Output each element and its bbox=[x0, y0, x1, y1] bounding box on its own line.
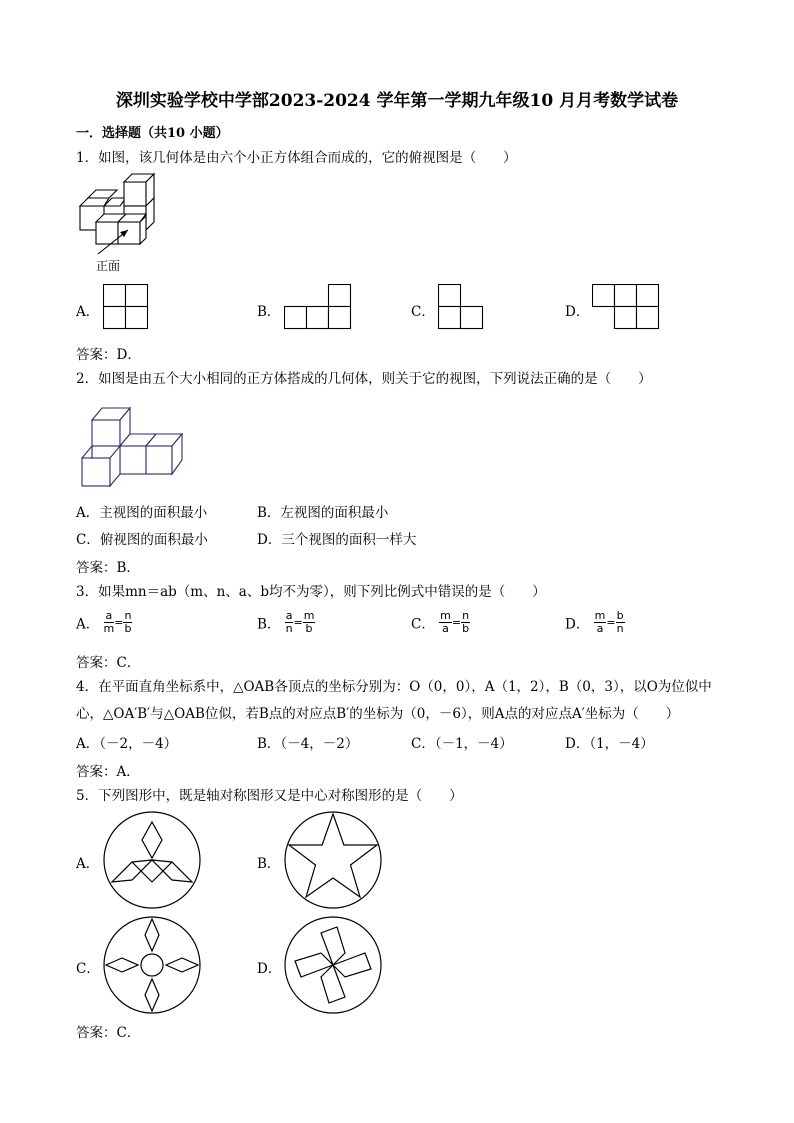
equals-sign: = bbox=[114, 616, 124, 629]
q4-answer: 答案：A． bbox=[76, 764, 140, 780]
question-5-text: 5．下列图形中，既是轴对称图形又是中心对称图形的是（ ） bbox=[76, 788, 463, 804]
frac-num: n bbox=[124, 609, 132, 622]
q1-option-b-figure bbox=[284, 284, 352, 330]
frac-den: a bbox=[596, 622, 604, 635]
q2-option-a[interactable]: A．主视图的面积最小 bbox=[76, 505, 208, 521]
q5-option-d-figure bbox=[283, 915, 383, 1015]
question-1-text: 1．如图，该几何体是由六个小正方体组合而成的，它的俯视图是（ ） bbox=[76, 150, 517, 166]
q5-option-b-figure bbox=[283, 810, 383, 910]
equals-sign: = bbox=[451, 616, 462, 629]
q5-option-c[interactable]: C． bbox=[76, 961, 100, 977]
q4-option-d[interactable]: D．（1，－4） bbox=[565, 736, 654, 752]
q3-answer: 答案：C． bbox=[76, 655, 141, 671]
frac-den: n bbox=[616, 622, 624, 635]
question-4-line2: 心，△OA′B′与△OAB位似，若B点的对应点B′的坐标为（0，－6），则A点的对应点A′坐标为（ ） bbox=[76, 706, 680, 722]
q1-answer: 答案：D． bbox=[76, 347, 141, 363]
frac-den: a bbox=[442, 622, 449, 635]
frac-den: b bbox=[305, 622, 313, 635]
frac-num: n bbox=[462, 609, 470, 622]
q5-option-c-figure bbox=[102, 915, 202, 1015]
q3-option-c[interactable] bbox=[411, 610, 470, 635]
q5-answer: 答案：C． bbox=[76, 1025, 141, 1041]
frac-num: m bbox=[594, 609, 606, 622]
question-4-line1: 4．在平面直角坐标系中，△OAB各顶点的坐标分别为：O（0，0），A（1，2），B（0，3），以O为位似中 bbox=[76, 679, 712, 695]
q2-option-b[interactable]: B．左视图的面积最小 bbox=[257, 505, 389, 521]
q1-cube-figure bbox=[76, 170, 166, 275]
q4-option-c[interactable]: C．（－1，－4） bbox=[411, 736, 513, 752]
q5-option-d[interactable]: D． bbox=[257, 961, 282, 977]
front-label: 正面 bbox=[96, 259, 121, 273]
frac-den: b bbox=[124, 622, 132, 635]
frac-den: m bbox=[103, 622, 115, 635]
frac-num: m bbox=[303, 609, 315, 622]
q1-option-a-figure bbox=[103, 284, 149, 330]
frac-num: m bbox=[440, 609, 451, 622]
frac-num: a bbox=[285, 609, 293, 622]
q3-option-a[interactable] bbox=[76, 610, 132, 635]
q1-option-a[interactable]: A． bbox=[76, 304, 100, 320]
q3-option-b-label: B． bbox=[257, 616, 281, 633]
frac-den: n bbox=[285, 622, 293, 635]
q5-option-b[interactable]: B． bbox=[257, 856, 281, 872]
q3-option-b[interactable] bbox=[257, 610, 315, 635]
q1-option-d-figure bbox=[592, 284, 660, 330]
frac-den: b bbox=[462, 622, 470, 635]
question-2-text: 2．如图是由五个大小相同的正方体搭成的几何体，则关于它的视图，下列说法正确的是（ ） bbox=[76, 371, 652, 387]
q1-option-c[interactable]: C． bbox=[411, 304, 435, 320]
frac-num: b bbox=[616, 609, 624, 622]
q1-option-b[interactable]: B． bbox=[257, 304, 281, 320]
question-3-text: 3．如果mn＝ab（m、n、a、b均不为零），则下列比例式中错误的是（ ） bbox=[76, 584, 546, 600]
q1-option-c-figure bbox=[438, 284, 484, 330]
q2-option-c[interactable]: C．俯视图的面积最小 bbox=[76, 532, 208, 548]
q3-option-a-label: A． bbox=[76, 616, 100, 633]
q2-option-d[interactable]: D．三个视图的面积一样大 bbox=[257, 532, 417, 548]
q3-option-d-label: D． bbox=[565, 616, 590, 633]
exam-title: 深圳实验学校中学部2023-2024 学年第一学期九年级10 月月考数学试卷 bbox=[115, 91, 679, 111]
q2-answer: 答案：B． bbox=[76, 560, 140, 576]
q5-option-a-figure bbox=[102, 810, 202, 910]
q1-option-d[interactable]: D． bbox=[565, 304, 590, 320]
q5-option-a[interactable]: A． bbox=[76, 856, 100, 872]
section-heading: 一．选择题（共10 小题） bbox=[76, 126, 229, 141]
q4-option-b[interactable]: B．（－4，－2） bbox=[257, 736, 359, 752]
q3-option-d[interactable] bbox=[565, 610, 625, 635]
q4-option-a[interactable]: A．（－2，－4） bbox=[76, 736, 178, 752]
q2-cube-figure bbox=[78, 402, 188, 488]
frac-num: a bbox=[105, 609, 113, 622]
equals-sign: = bbox=[606, 616, 616, 629]
equals-sign: = bbox=[293, 616, 303, 629]
q3-option-c-label: C． bbox=[411, 616, 435, 633]
